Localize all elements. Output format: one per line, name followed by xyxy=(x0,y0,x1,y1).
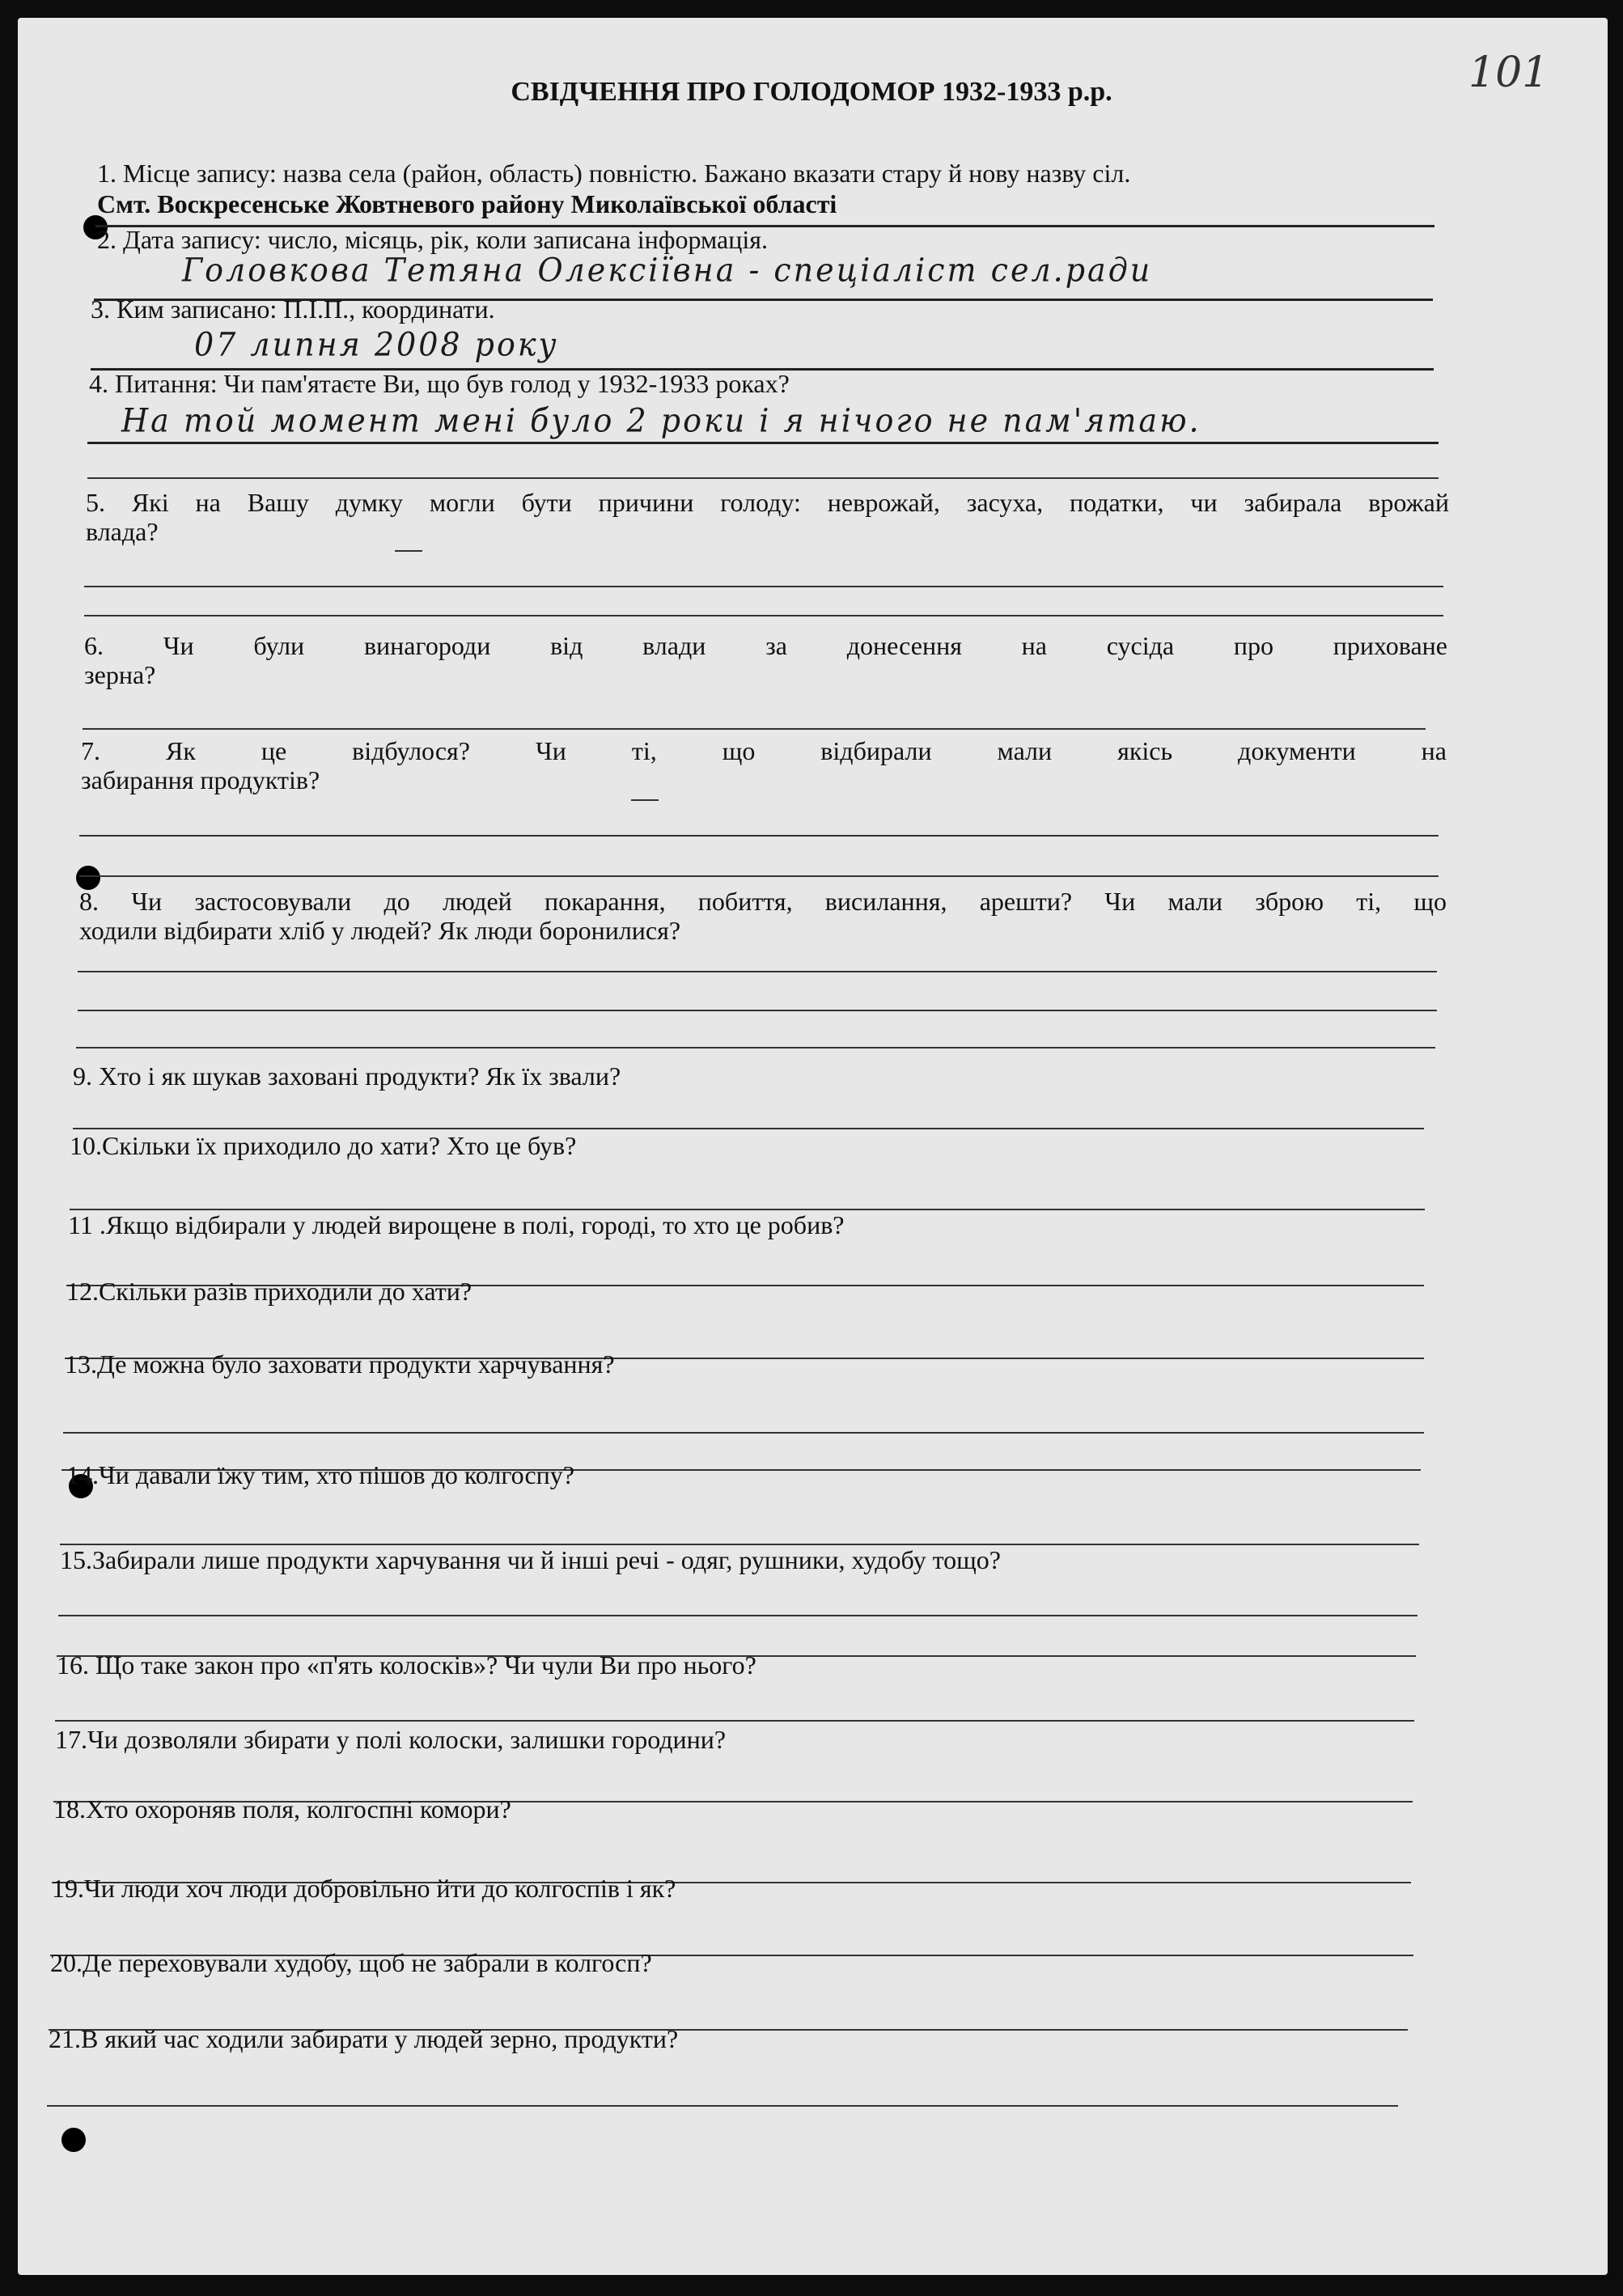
question-12: 12.Скільки разів приходили до хати? xyxy=(66,1277,472,1306)
question-15: 15.Забирали лише продукти харчування чи й інші речі - одяг, рушники, худобу тощо? xyxy=(60,1545,1001,1574)
answer-1: Смт. Воскресенське Жовтневого району Миколаївської області xyxy=(97,189,837,218)
dash-mark xyxy=(631,799,659,801)
answer-line xyxy=(55,1720,1414,1722)
answer-line xyxy=(76,1047,1435,1048)
question-2: 2. Дата запису: число, місяць, рік, коли записана інформація. xyxy=(97,225,768,254)
question-16: 16. Що таке закон про «п'ять колосків»? Чи чули Ви про нього? xyxy=(57,1650,756,1680)
answer-line xyxy=(78,1010,1437,1011)
question-6 xyxy=(84,631,1447,689)
question-7 xyxy=(81,736,1447,794)
question-13: 13.Де можна було заховати продукти харчування? xyxy=(65,1349,615,1379)
question-7-line-1: 7. Як це відбулося? Чи ті, що відбирали мали якісь документи на xyxy=(81,736,1447,765)
punch-hole xyxy=(61,2128,86,2152)
question-20: 20.Де переховували худобу, щоб не забрали в колгосп? xyxy=(50,1948,652,1977)
question-21: 21.В який час ходили забирати у людей зерно, продукти? xyxy=(49,2024,679,2053)
answer-line xyxy=(63,1432,1424,1434)
answer-line xyxy=(84,615,1443,616)
question-5-line-1: 5. Які на Вашу думку могли бути причини голоду: неврожай, засуха, податки, чи забирала врожай xyxy=(86,488,1449,517)
question-9: 9. Хто і як шукав заховані продукти? Як їх звали? xyxy=(73,1061,621,1091)
answer-line xyxy=(58,1615,1417,1616)
page-number: 101 xyxy=(1468,49,1549,97)
question-3: 3. Ким записано: П.І.П., координати. xyxy=(91,294,495,324)
question-1: 1. Місце запису: назва села (район, область) повністю. Бажано вказати стару й нову назву сіл. xyxy=(97,159,1131,188)
question-7-line-2: забирання продуктів? xyxy=(81,765,320,794)
question-5 xyxy=(86,488,1449,546)
handwritten-answer-3: 07 липня 2008 року xyxy=(194,325,559,364)
handwritten-answer-2: Головкова Тетяна Олексіївна - спеціаліст сел.ради xyxy=(182,251,1153,290)
question-6-line-1: 6. Чи були винагороди від влади за донесення на сусіда про приховане xyxy=(84,631,1447,660)
document-title: СВІДЧЕННЯ ПРО ГОЛОДОМОР 1932-1933 р.р. xyxy=(511,77,1112,107)
question-6-line-2: зерна? xyxy=(84,660,156,689)
answer-line xyxy=(73,1128,1424,1129)
answer-line xyxy=(87,442,1439,444)
answer-line xyxy=(79,835,1439,837)
question-17: 17.Чи дозволяли збирати у полі колоски, залишки городини? xyxy=(55,1725,727,1754)
question-14: 14.Чи давали їжу тим, хто пішов до колгоспу? xyxy=(66,1460,574,1489)
dash-mark xyxy=(395,550,422,552)
answer-line xyxy=(47,2105,1398,2107)
answer-line xyxy=(79,875,1439,877)
question-4: 4. Питання: Чи пам'ятаєте Ви, що був голод у 1932-1933 роках? xyxy=(89,369,790,398)
question-18: 18.Хто охороняв поля, колгоспні комори? xyxy=(53,1794,511,1824)
answer-line xyxy=(87,477,1439,479)
question-19: 19.Чи люди хоч люди добровільно йти до колгоспів і як? xyxy=(52,1874,676,1903)
answer-line xyxy=(78,971,1437,972)
question-11: 11 .Якщо відбирали у людей вирощене в полі, городі, то хто це робив? xyxy=(68,1210,845,1239)
question-5-line-2: влада? xyxy=(86,517,159,546)
question-8-line-2: ходили відбирати хліб у людей? Як люди боронилися? xyxy=(79,916,681,945)
question-8-line-1: 8. Чи застосовували до людей покарання, побиття, висилання, арешти? Чи мали зброю ті, що xyxy=(79,887,1447,916)
handwritten-answer-4: На той момент мені було 2 роки і я нічого не пам'ятаю. xyxy=(121,401,1201,440)
answer-line xyxy=(84,586,1443,587)
answer-line xyxy=(83,728,1426,730)
question-10: 10.Скільки їх приходило до хати? Хто це був? xyxy=(70,1131,577,1160)
question-8 xyxy=(79,887,1447,945)
